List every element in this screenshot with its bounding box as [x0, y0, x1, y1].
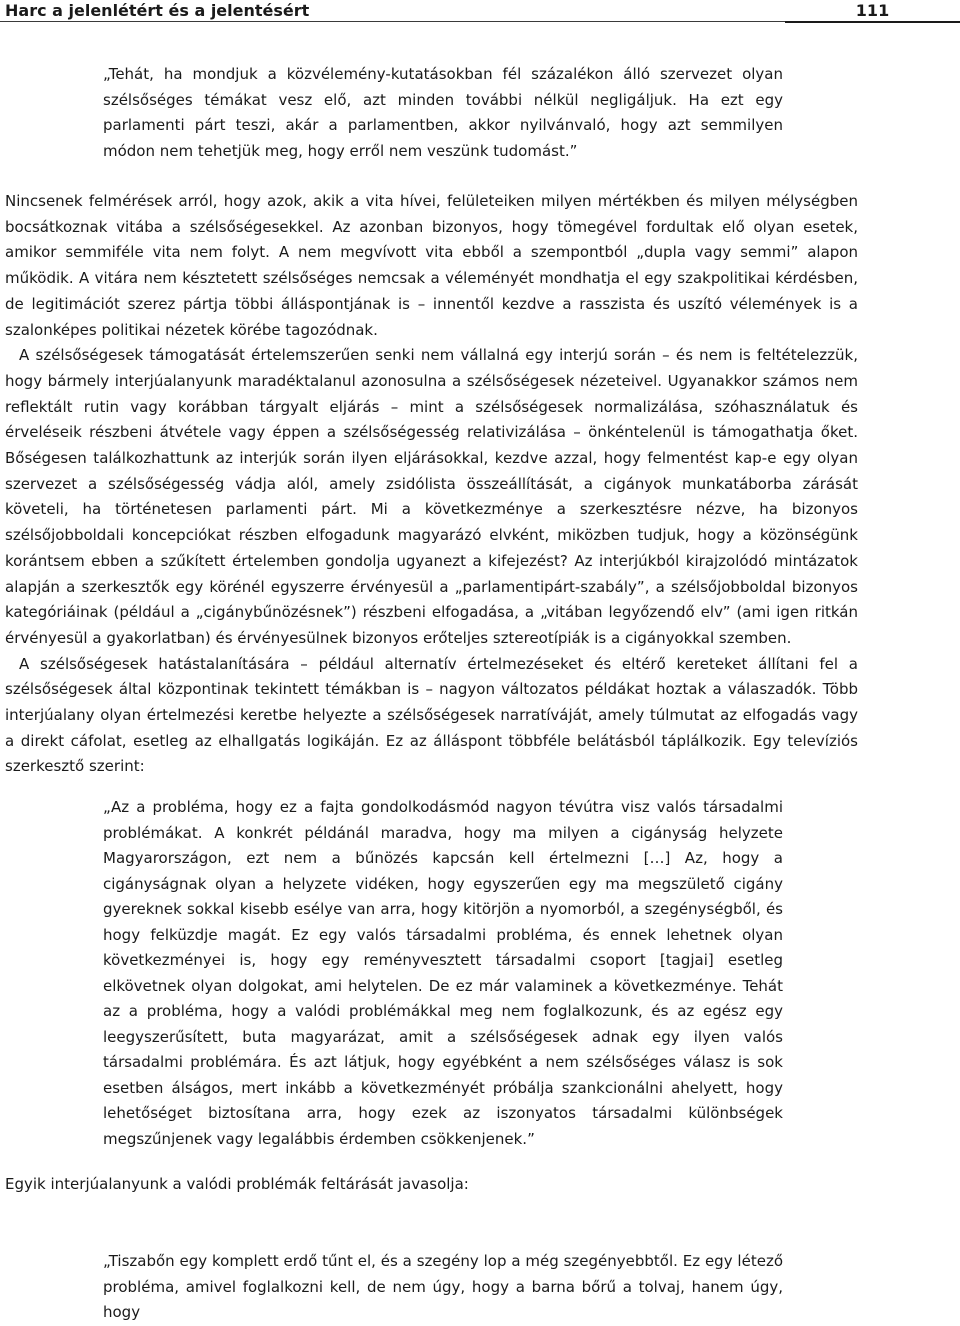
header-rule — [0, 21, 785, 22]
paragraph-2: A szélsőségesek támogatását értelemszerűen senki nem vállalná egy interjú során – és nem is feltételezzük, hogy bármely interjúalanyunk maradéktalanul azonosulna a szélsőségesek nézeteivel. Ugyanakkor számos nem reflektált rutin vagy korábban tárgyalt eljárás – mint a szélsőségesek normalizálása, szóhasználatuk és érveléseik részbeni átvétele vagy éppen a szélsőségesség relativizálása – önkéntelenül is támogathatja őket. Bőségesen találkozhattunk az interjúk során ilyen eljárásokkal, kezdve azzal, hogy felmentést kap-e egy olyan szervezet a szélsőségesség vádja alól, amely zsidólista összeállítását, a cigányok munkatáborba zárását követeli, ha történetesen parlamenti párt. Mi a következménye a szerkesztésre nézve, ha bizonyos szélsőjobboldali koncepciókat részben elfogadunk magyarázó elvként, miközben tudjuk, hogy a közönségünk korántsem ebben a szűkített értelemben gondolja ugyanezt a kifejezést? Az interjúkból kirajzolódó mintázatok alapján a szerkesztők egy körénél egyszerre érvényesül a „parlamentipárt-szabály”, a szélsőjobboldal bizonyos kategóriáinak (például a „cigánybűnözésnek”) részbeni elfogadása, a „vitában legyőzendő elv” (ami igen ritkán érvényesül a gyakorlatban) és érvényesülnek bizonyos erőteljes sztereotípiák is a cigányokkal szemben. — [5, 346, 858, 647]
block-quote-3: „Tiszabőn egy komplett erdő tűnt el, és a szegény lop a még szegényebbtől. Ez egy létező probléma, amivel foglalkozni kell, de nem úgy, hogy a barna bőrű a tolvaj, hanem úgy, hogy — [103, 1252, 783, 1321]
paragraph-3: A szélsőségesek hatástalanítására – például alternatív értelmezéseket és eltérő kereteket állítani fel a szélsőségesek által központinak tekintett témákban is – nagyon változatos példákat hoztak a válaszadók. Több interjúalany olyan értelmezési keretbe helyezte a szélsőségesek narratíváját, amely túlmutat az elfogadás vagy a direkt cáfolat, esetleg az elhallgatás logikáján. Ez az álláspont többféle belátásból táplálkozik. Egy televíziós szerkesztő szerint: — [5, 654, 858, 776]
page-number: 111 — [855, 1, 890, 20]
block-quote-1: „Tehát, ha mondjuk a közvélemény-kutatásokban fél százalékon álló szervezet olyan szélsőséges témákat vesz elő, azt minden további nélkül negligáljuk. Ha ezt egy parlamenti párt teszi, akár a parlamentben, akkor nyilvánvaló, hogy azt semmilyen módon nem tehetjük meg, hogy erről nem veszünk tudomást.” — [103, 65, 783, 160]
paragraph-1: Nincsenek felmérések arról, hogy azok, akik a vita hívei, felületeiken milyen mértékben és milyen mélységben bocsátkoznak vitába a szélsőségesekkel. Az azonban bizonyos, hogy tömegével fordultak elő olyan esetek, amikor semmiféle vita nem folyt. A nem megvívott vita ebből a szempontból „dupla vagy semmi” alapon működik. A vitára nem késztetett szélsőséges nemcsak a véleményét mondhatja el egy szakpolitikai kérdésben, de legitimációt szerez pártja többi álláspontjának is – innentől kezdve a rasszista és uszító vélemények is a szalonképes politikai nézetek körébe tagozódnak. — [5, 192, 858, 339]
intro-line: Egyik interjúalanyunk a valódi problémák feltárását javasolja: — [5, 1175, 469, 1193]
running-header — [0, 0, 960, 24]
header-rule-accent — [785, 21, 960, 23]
block-quote-2: „Az a probléma, hogy ez a fajta gondolkodásmód nagyon tévútra visz valós társadalmi problémákat. A konkrét példánál maradva, hogy ma milyen a cigányság helyzete Magyarországon, ezt nem a bűnözés kapcsán kell értelmezni […] Az, hogy a cigányságnak olyan a helyzete vidéken, hogy egyszerűen egy ma megszülető cigány gyereknek sokkal kisebb esélye van arra, hogy kitörjön a nyomorból, a szegénységből, és hogy felküzdje magát. Ez egy valós társadalmi probléma, és ennek lehetnek olyan következményei is, hogy egy reményvesztett társadalmi csoport [tagjai] esetleg elkövetnek olyan dolgokat, ami helytelen. De ez már valaminek a következménye. Tehát az a probléma, hogy a valódi problémákkal meg nem foglalkozunk, és az egész egy leegyszerűsített, buta magyarázat, amit a szélsőségesek adnak egy ilyen valós társadalmi problémára. És azt látjuk, hogy egyébként a nem szélsőséges válasz is sok esetben álságos, mert inkább a következményét próbálja szankcionálni ahelyett, hogy lehetőséget biztosítana arra, hogy ezek az iszonyatos társadalmi különbségek megszűnjenek vagy legalábbis érdemben csökkenjenek.” — [103, 798, 783, 1148]
running-title: Harc a jelenlétért és a jelentésért — [5, 1, 310, 20]
body-text — [5, 189, 858, 780]
